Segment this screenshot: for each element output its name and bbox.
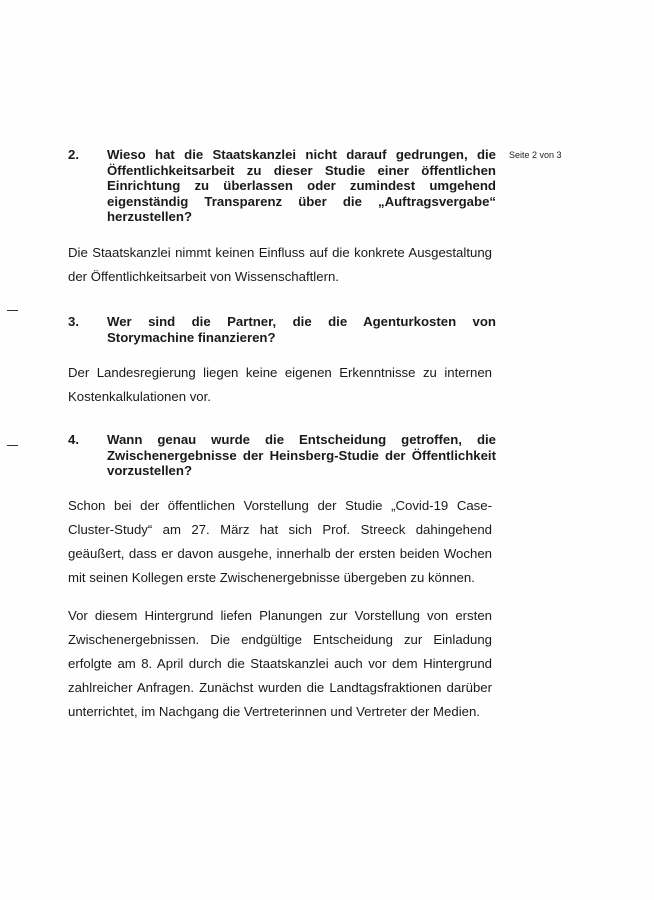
answer-4-paragraph-2: Vor diesem Hintergrund liefen Planungen zur Vorstellung von ersten Zwischenergebnissen. Die endgültige Entscheidung zur Einladung erfolgte am 8. April durch die Staatskanzlei auch vor dem Hintergrund zahlreicher Anfragen. Zunächst wurden die Landtagsfraktionen darüber unterrichtet, im Nachgang die Vertreterinnen und Vertreter der Medien. (68, 608, 492, 719)
answer-3: Der Landesregierung liegen keine eigenen Erkenntnisse zu internen Kostenkalkulationen vor. (68, 365, 492, 404)
question-number: 3. (68, 314, 79, 329)
question-2 (68, 147, 496, 225)
question-text: Wer sind die Partner, die die Agenturkosten von Storymachine finanzieren? (107, 314, 496, 345)
question-number: 4. (68, 432, 79, 447)
question-text: Wann genau wurde die Entscheidung getroffen, die Zwischenergebnisse der Heinsberg-Studie der Öffentlichkeit vorzustellen? (107, 432, 496, 478)
answer-4-paragraph-1: Schon bei der öffentlichen Vorstellung der Studie „Covid-19 Case-Cluster-Study“ am 27. März hat sich Prof. Streeck dahingehend geäußert, dass er davon ausgehe, innerhalb der ersten beiden Wochen mit seinen Kollegen erste Zwischenergebnisse übergeben zu können. (68, 498, 492, 585)
page-number: Seite 2 von 3 (509, 150, 562, 160)
margin-mark (7, 445, 18, 446)
question-4 (68, 432, 496, 479)
question-3 (68, 314, 496, 345)
margin-mark (7, 310, 18, 311)
question-number: 2. (68, 147, 79, 162)
question-text: Wieso hat die Staatskanzlei nicht darauf gedrungen, die Öffentlichkeitsarbeit zu dieser Studie einer öffentlichen Einrichtung zu überlassen oder zumindest umgehend eigenständig Transparenz über die „Auftragsvergabe“ herzustellen? (107, 147, 496, 224)
answer-2: Die Staatskanzlei nimmt keinen Einfluss auf die konkrete Ausgestaltung der Öffentlichkeitsarbeit von Wissenschaftlern. (68, 245, 492, 284)
